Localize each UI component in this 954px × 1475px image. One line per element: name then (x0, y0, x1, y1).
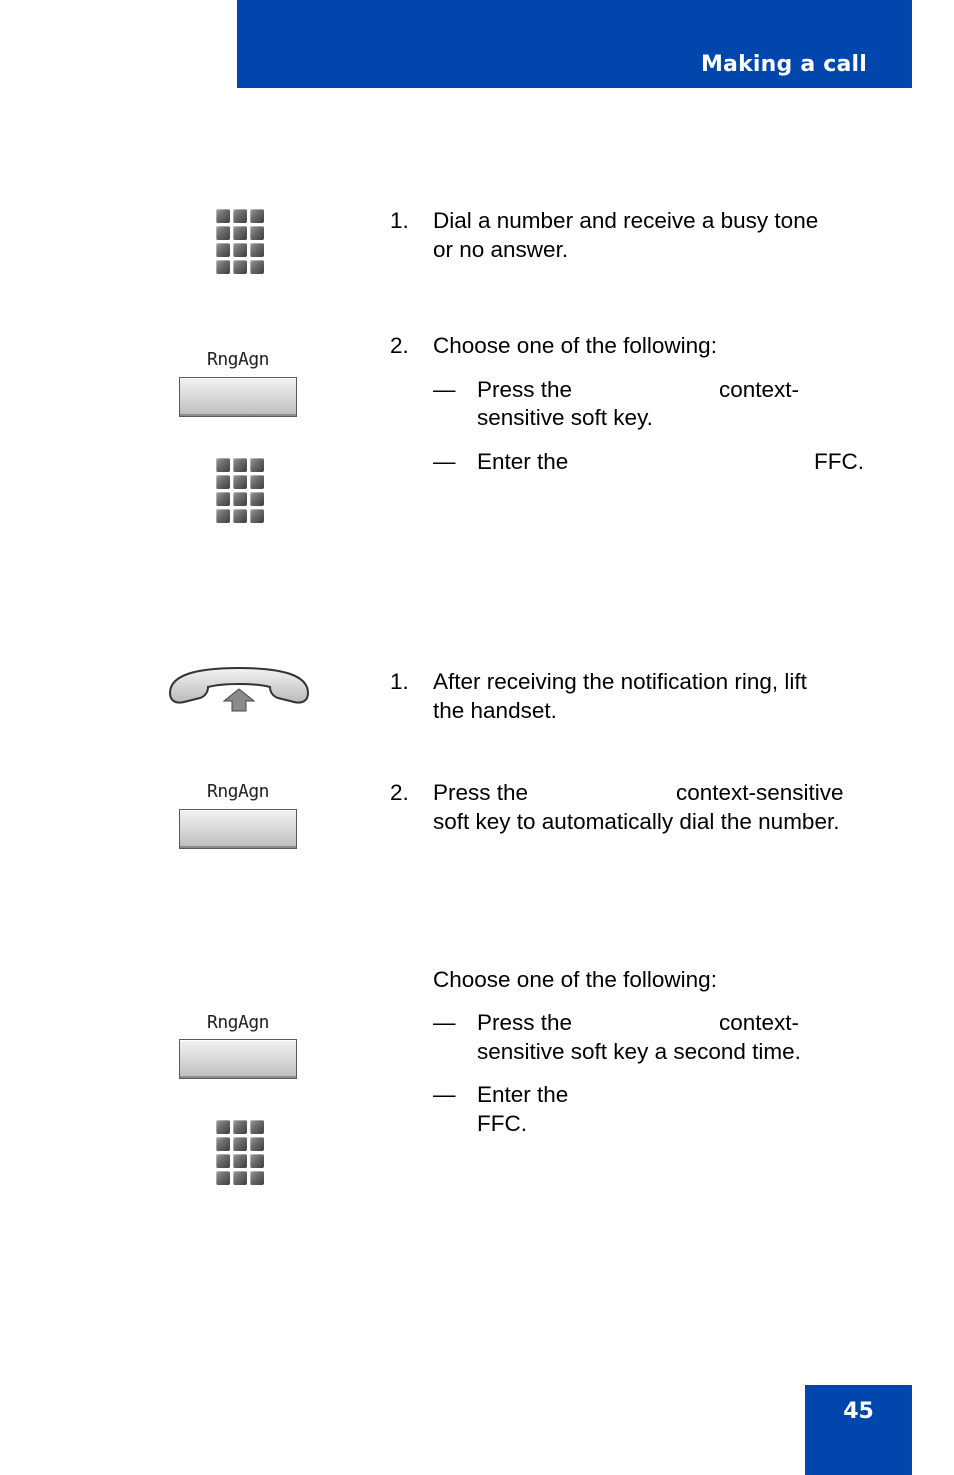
softkey-label: RngAgn (206, 349, 270, 370)
option-dash: — (433, 377, 456, 402)
option-text: Enter the (477, 1082, 569, 1107)
step-number: 1. (390, 208, 409, 233)
step-text: Press the (433, 780, 529, 805)
step-number: 2. (390, 780, 409, 805)
keypad-icon (216, 209, 264, 275)
rngagn-softkey-button[interactable] (179, 1039, 297, 1079)
option-text: Press the (477, 377, 573, 402)
step-text: After receiving the notification ring, lift (433, 669, 807, 694)
step-text: soft key to automatically dial the number. (433, 809, 840, 834)
step-text: Dial a number and receive a busy tone (433, 208, 819, 233)
option-dash: — (433, 1082, 456, 1107)
page-number-box (805, 1385, 912, 1475)
option-text: Press the (477, 1010, 573, 1035)
option-dash: — (433, 449, 456, 474)
step-text: Choose one of the following: (433, 967, 717, 992)
step-number: 2. (390, 333, 409, 358)
option-text: sensitive soft key. (477, 405, 653, 430)
softkey-label: RngAgn (206, 781, 270, 802)
option-text: context- (719, 1010, 800, 1035)
step-text: or no answer. (433, 237, 569, 262)
step-text: context-sensitive (676, 780, 844, 805)
header-bar (237, 0, 912, 88)
handset-lift-icon (166, 665, 312, 715)
step-number: 1. (390, 669, 409, 694)
option-text: Enter the (477, 449, 569, 474)
option-text: context- (719, 377, 800, 402)
keypad-icon (216, 1120, 264, 1186)
option-text: FFC. (814, 449, 864, 474)
page-number: 45 (843, 1399, 874, 1424)
keypad-icon (216, 458, 264, 524)
step-text: Choose one of the following: (433, 333, 717, 358)
header-title: Making a call (700, 52, 867, 77)
option-dash: — (433, 1010, 456, 1035)
step-text: the handset. (433, 698, 557, 723)
option-text: FFC. (477, 1111, 527, 1136)
option-text: sensitive soft key a second time. (477, 1039, 801, 1064)
softkey-label: RngAgn (206, 1012, 270, 1033)
rngagn-softkey-button[interactable] (179, 377, 297, 417)
rngagn-softkey-button[interactable] (179, 809, 297, 849)
